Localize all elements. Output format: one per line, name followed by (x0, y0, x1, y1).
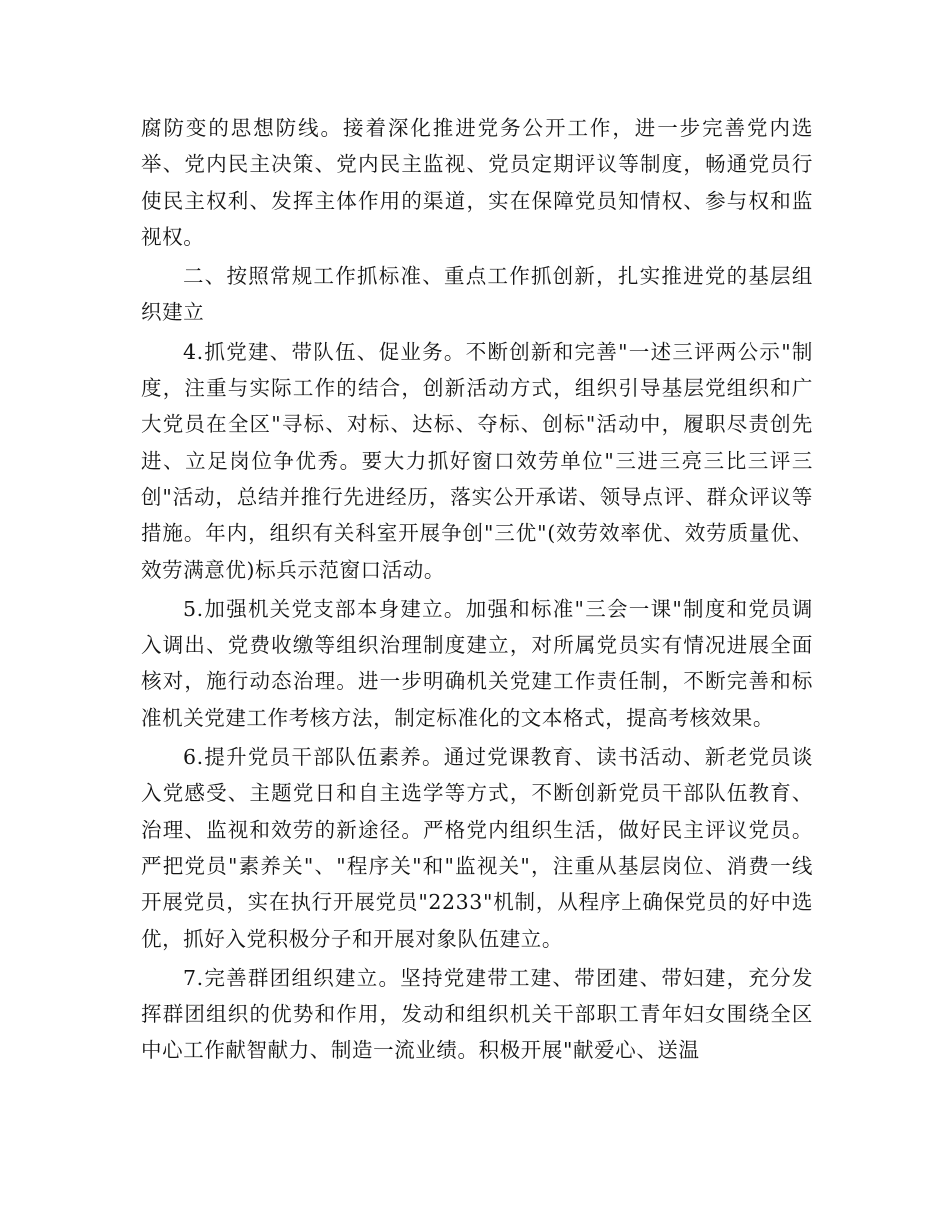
paragraph-item-6: 6.提升党员干部队伍素养。通过党课教育、读书活动、新老党员谈入党感受、主题党日和自主选学等方式，不断创新党员干部队伍教育、治理、监视和效劳的新途径。严格党内组织生活，做好民主评议党员。严把党员"素养关"、"程序关"和"监视关"，注重从基层岗位、消费一线开展党员，实在执行开展党员"2233"机制，从程序上确保党员的好中选优，抓好入党积极分子和开展对象队伍建立。 (141, 745, 813, 951)
document-page (141, 110, 813, 1069)
paragraph-item-7: 7.完善群团组织建立。坚持党建带工建、带团建、带妇建，充分发挥群团组织的优势和作用，发动和组织机关干部职工青年妇女围绕全区中心工作献智献力、制造一流业绩。积极开展"献爱心、送温 (141, 965, 813, 1063)
paragraph-continuation: 腐防变的思想防线。接着深化推进党务公开工作，进一步完善党内选举、党内民主决策、党内民主监视、党员定期评议等制度，畅通党员行使民主权利、发挥主体作用的渠道，实在保障党员知情权、参与权和监视权。 (141, 116, 813, 249)
paragraph-item-5: 5.加强机关党支部本身建立。加强和标准"三会一课"制度和党员调入调出、党费收缴等组织治理制度建立，对所属党员实有情况进展全面核对，施行动态治理。进一步明确机关党建工作责任制，不断完善和标准机关党建工作考核方法，制定标准化的文本格式，提高考核效果。 (141, 596, 813, 730)
section-heading-2: 二、按照常规工作抓标准、重点工作抓创新，扎实推进党的基层组织建立 (141, 264, 813, 325)
paragraph-item-4: 4.抓党建、带队伍、促业务。不断创新和完善"一述三评两公示"制度，注重与实际工作的结合，创新活动方式，组织引导基层党组织和广大党员在全区"寻标、对标、达标、夺标、创标"活动中，履职尽责创先进、立足岗位争优秀。要大力抓好窗口效劳单位"三进三亮三比三评三创"活动，总结并推行先进经历，落实公开承诺、领导点评、群众评议等措施。年内，组织有关科室开展争创"三优"(效劳效率优、效劳质量优、效劳满意优)标兵示范窗口活动。 (141, 339, 813, 582)
